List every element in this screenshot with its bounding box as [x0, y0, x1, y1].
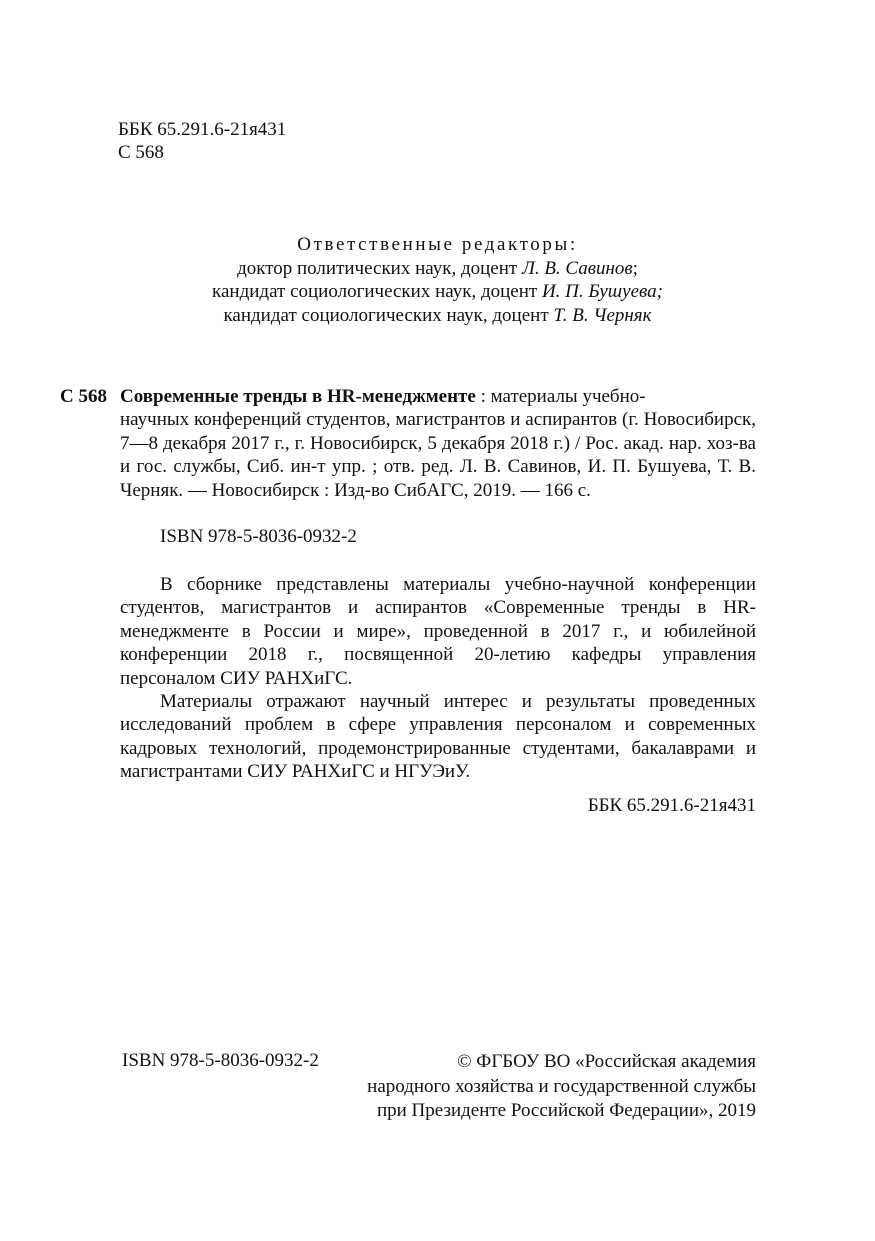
annotation-paragraph: Материалы отражают научный интерес и результаты проведенных исследований проблем в сфере управления персоналом и современных кадровых технологий, продемонстрированные студентами, бакалаврами и магистрантами СИУ РАНХиГС и НГУЭиУ. — [120, 691, 756, 783]
entry-description: научных конференций студентов, магистрантов и аспирантов (г. Новосибирск, 7—8 декабря 2017 г., г. Новосибирск, 5 декабря 2018 г.) / Рос. акад. нар. хоз-ва и гос. службы, Сиб. ин-т упр. ; отв. ред. Л. В. Савинов, И. П. Бушуева, Т. В. Черняк. — Новосибирск : Изд-во СибАГС, 2019. — 166 с. — [120, 409, 756, 501]
entry-first-line — [60, 385, 756, 408]
footer-isbn: ISBN 978-5-8036-0932-2 — [122, 1050, 319, 1071]
bbk-index: ББК 65.291.6-21я431 — [118, 119, 287, 140]
annotation-paragraph: В сборнике представлены материалы учебно-научной конференции студентов, магистрантов и аспирантов «Современные тренды в HR-менеджменте в России и мире», проведенной в 2017 г., и юбилейной конференции 2018 г., посвященной 20-летию кафедры управления персоналом СИУ РАНХиГС. — [120, 574, 756, 689]
editor-line: доктор политических наук, доцент Л. В. Савинов; — [237, 257, 638, 279]
author-mark: С 568 — [118, 142, 164, 163]
editors-heading: Ответственные редакторы: — [297, 234, 578, 255]
annotation — [120, 573, 756, 784]
editor-line: кандидат социологических наук, доцент Т. В. Черняк — [223, 304, 652, 326]
entry-code: С 568 — [60, 386, 107, 407]
annotation-bbk: ББК 65.291.6-21я431 — [587, 795, 756, 816]
bibliographic-entry — [60, 385, 756, 502]
editor-line: кандидат социологических наук, доцент И. П. Бушуева; — [212, 281, 663, 302]
copyright-line: народного хозяйства и государственной службы — [367, 1075, 756, 1097]
entry-isbn: ISBN 978-5-8036-0932-2 — [160, 526, 357, 547]
copyright-block — [367, 1050, 756, 1124]
entry-title: Современные тренды в HR-менеджменте — [120, 386, 476, 407]
copyright-line: © ФГБОУ ВО «Российская академия — [457, 1051, 756, 1072]
editors-block — [0, 233, 875, 327]
copyright-line: при Президенте Российской Федерации», 2019 — [376, 1100, 756, 1121]
bbk-header — [118, 118, 286, 164]
entry-subtitle: : материалы учебно- — [475, 386, 646, 407]
